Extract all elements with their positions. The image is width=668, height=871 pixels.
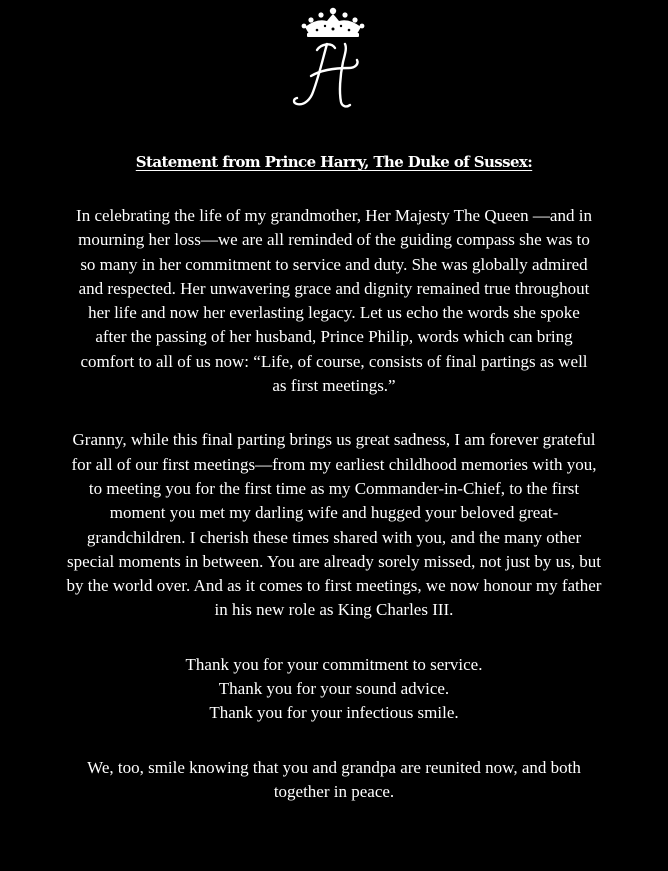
thank-you-line-3: Thank you for your infectious smile.: [209, 703, 459, 723]
paragraph-2: Granny, while this final parting brings us great sadness, I am forever grateful for all of our first meetings—from my earliest childhood memories with you, to meeting you for the first time as my Commander-in-Chief, to the first moment you met my darling wife and hugged your beloved great-grandchildren. I cherish these times shared with you, and the many other special moments in between. You are already sorely missed, not just by us, but by the world over. And as it comes to first meetings, we now honour my father in his new role as King Charles III.: [66, 430, 602, 620]
crown-icon: [287, 4, 379, 112]
thank-you-line-2: Thank you for your sound advice.: [218, 679, 450, 699]
crown-h-monogram-logo: [287, 4, 379, 112]
statement-body: [0, 150, 668, 834]
thank-you-line-1: Thank you for your commitment to service.: [185, 654, 483, 674]
thank-you-lines: [0, 653, 668, 726]
paragraph-1: In celebrating the life of my grandmother, Her Majesty The Queen —and in mourning her loss—we are all reminded of the guiding compass she was to so many in her commitment to service and duty. She was globally admired and respected. Her unwavering grace and dignity remained true throughout her life and now her everlasting legacy. Let us echo the words she spoke after the passing of her husband, Prince Philip, words which can bring comfort to all of us now: “Life, of course, consists of final partings as well as first meetings.”: [76, 206, 592, 396]
statement-heading: Statement from Prince Harry, The Duke of Sussex:: [135, 153, 533, 171]
closing-paragraph: We, too, smile knowing that you and grandpa are reunited now, and both together in peace.: [87, 757, 581, 801]
